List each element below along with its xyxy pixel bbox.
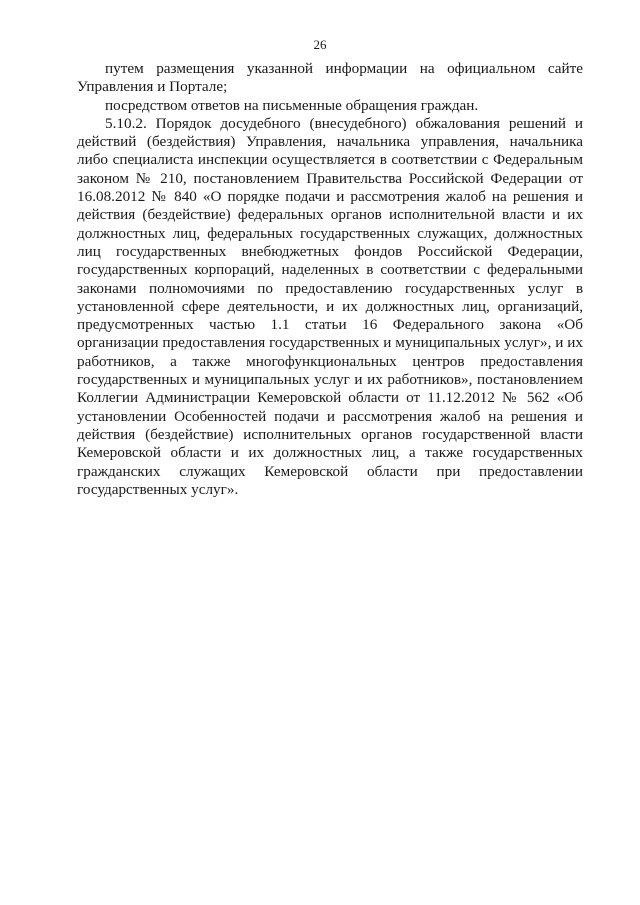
page-number: 26 (313, 37, 327, 52)
paragraph-site-portal: путем размещения указанной информации на официальном сайте Управления и Портале; (77, 60, 583, 96)
paragraph-appeal-procedure: 5.10.2. Порядок досудебного (внесудебного) обжалования решений и действий (бездействия) Управления, начальника управления, начальника либо специалиста инспекции осуществляется в соответствии с Федеральным законом № 210, постановлением Правительства Российской Федерации от 16.08.2012 № 840 «О порядке подачи и рассмотрения жалоб на решения и действия (бездействие) федеральных органов исполнительной власти и их должностных лиц, федеральных государственных служащих, должностных лиц государственных внебюджетных фондов Российской Федерации, государственных корпораций, наделенных в соответствии с федеральными законами полномочиями по предоставлению государственных услуг в установленной сфере деятельности, и их должностных лиц, организаций, предусмотренных частью 1.1 статьи 16 Федерального закона «Об организации предоставления государственных и муниципальных услуг», и их работников, а также многофункциональных центров предоставления государственных и муниципальных услуг и их работников», постановлением Коллегии Администрации Кемеровской области от 11.12.2012 № 562 «Об установлении Особенностей подачи и рассмотрения жалоб на решения и действия (бездействие) исполнительных органов государственной власти Кемеровской области и их должностных лиц, а также государственных гражданских служащих Кемеровской области при предоставлении государственных услуг». (77, 114, 583, 498)
paragraph-written-requests: посредством ответов на письменные обращения граждан. (105, 96, 479, 114)
document-body (77, 60, 583, 499)
